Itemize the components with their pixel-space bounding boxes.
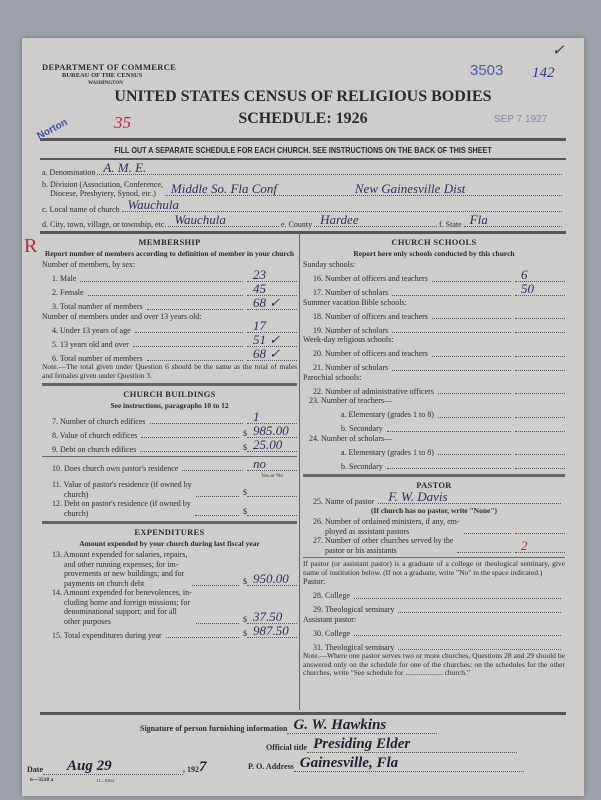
section-instruction: Amount expended by your church during last fiscal year: [79, 539, 260, 548]
leader-dots: [150, 423, 243, 424]
answer-value: 25.00: [253, 437, 283, 452]
divider: [42, 383, 297, 386]
note-text: Note.—The total given under Question 6 should be the same as the total of males and females given under Question 3.: [42, 362, 297, 380]
county-label: e. County: [280, 220, 313, 229]
answer-value: 985.00: [253, 423, 289, 438]
county-value: Hardee: [320, 212, 359, 227]
leader-dots: [387, 468, 511, 469]
question-row: [303, 406, 565, 420]
question-label: b. Secondary: [341, 461, 383, 471]
question-row: [303, 536, 565, 555]
dollar-sign: $: [243, 506, 247, 516]
answer-field[interactable]: [398, 601, 561, 613]
form-title: UNITED STATES CENSUS OF RELIGIOUS BODIES: [114, 88, 492, 105]
section-instruction: Report number of members according to definition of member in your church: [44, 249, 295, 258]
red-number: 35: [114, 113, 131, 132]
city-field[interactable]: [168, 212, 279, 227]
divider: [42, 521, 297, 524]
question-label: 20. Number of officers and teachers: [313, 349, 428, 358]
leader-dots: [166, 637, 239, 638]
division-value: Middle So. Fla Conf: [170, 181, 278, 196]
question-row: [303, 280, 565, 298]
question-row: [42, 623, 297, 640]
answer-field[interactable]: [247, 437, 297, 452]
answer-value: 987.50: [253, 623, 289, 638]
leader-dots: [133, 346, 243, 347]
right-column: [303, 234, 565, 678]
answer-field[interactable]: [515, 307, 565, 319]
answer-field[interactable]: [247, 266, 297, 282]
form-subtitle: SCHEDULE: 1926: [238, 110, 368, 127]
group-label: Parochial schools:: [303, 372, 362, 382]
leader-dots: [196, 623, 239, 624]
divider: [40, 138, 566, 141]
leader-dots: [392, 332, 511, 333]
leader-dots: [80, 281, 243, 282]
state-field[interactable]: [464, 212, 562, 227]
answer-field[interactable]: [247, 571, 297, 586]
section-heading: PASTOR: [416, 480, 452, 490]
question-label: 19. Number of scholars: [313, 325, 389, 335]
answer-field[interactable]: [247, 485, 297, 497]
year-prefix: , 192: [183, 765, 199, 774]
question-label: 28. College: [313, 591, 350, 600]
po-address-value: Gainesville, Fla: [299, 755, 399, 771]
dollar-sign: $: [243, 442, 247, 452]
question-row: [303, 457, 565, 471]
church-name-field[interactable]: [122, 197, 562, 212]
section-heading: MEMBERSHIP: [138, 237, 201, 247]
answer-field[interactable]: [247, 623, 297, 638]
question-label: 2. Female: [52, 288, 84, 297]
question-row: [42, 588, 297, 626]
question-row: [303, 321, 565, 335]
answer-field[interactable]: [354, 624, 561, 636]
denomination-value: A. M. E.: [103, 160, 147, 175]
date-label: Date: [27, 765, 43, 774]
county-field[interactable]: [314, 212, 437, 227]
church-name-value: Wauchula: [127, 197, 180, 212]
answer-value: 950.00: [253, 571, 289, 586]
question-label: 8. Value of church edifices: [52, 430, 138, 440]
answer-field[interactable]: [515, 522, 565, 534]
leader-dots: [140, 451, 239, 452]
denomination-label: a. Denomination: [42, 168, 96, 177]
answer-field[interactable]: [515, 457, 565, 469]
check-mark: ✓: [552, 43, 565, 59]
answer-field[interactable]: [515, 266, 565, 282]
signature-label: Signature of person furnishing information: [140, 724, 288, 733]
column-divider: [299, 232, 300, 710]
answer-value: 45: [253, 280, 266, 296]
question-label: 31. Theological seminary: [313, 642, 395, 652]
answer-field[interactable]: [515, 321, 565, 333]
group-label: 24. Number of scholars—: [303, 433, 393, 443]
group-label: Sunday schools:: [303, 260, 356, 269]
census-schedule-sheet: [22, 38, 584, 796]
group-label: Number of members, by sex:: [42, 260, 136, 269]
division-row: [42, 180, 564, 198]
question-row: [303, 587, 565, 601]
answer-field[interactable]: [515, 406, 565, 418]
question-label: 6. Total number of members: [52, 353, 143, 363]
print-code: 11—9264: [96, 778, 114, 783]
answer-field[interactable]: [247, 280, 297, 296]
question-row: [303, 307, 565, 321]
question-label: 5. 13 years old and over: [52, 339, 129, 349]
stamp-number: 3503: [470, 62, 504, 79]
divider: [303, 557, 565, 558]
red-mark: R: [24, 235, 38, 257]
answer-value: 37.50: [253, 609, 283, 624]
question-label: 9. Debt on church edifices: [52, 444, 137, 454]
question-label: 1. Male: [52, 274, 77, 283]
answer-field[interactable]: [247, 294, 297, 310]
denomination-field[interactable]: [97, 160, 562, 175]
answer-value: 51 ✓: [253, 332, 281, 347]
answer-field[interactable]: [247, 346, 297, 361]
question-row: [303, 638, 565, 652]
question-label: 14. Amount expended for benevolences, in- cluding home and foreign missions; for denominational support; and for all other purposes: [52, 588, 192, 626]
leader-dots: [438, 454, 511, 455]
note-text: Note.—Where one pastor serves two or more churches, Questions 28 and 29 should be answered only on the schedule for one of the churches; on the schedules for the other churches, write "See schedule for .................... church.": [303, 651, 565, 677]
answer-field[interactable]: [378, 489, 561, 504]
name-stamp: Norton: [35, 116, 70, 143]
question-label: 10. Does church own pastor's residence: [52, 463, 179, 473]
question-label: 16. Number of officers and teachers: [313, 274, 428, 283]
leader-dots: [182, 470, 243, 471]
answer-field[interactable]: [515, 345, 565, 357]
question-row: [303, 420, 565, 434]
leader-dots: [192, 585, 239, 586]
handwritten-code: 142: [532, 65, 555, 81]
answer-value: 17: [253, 318, 266, 333]
divider: [40, 712, 566, 715]
question-label: 15. Total expenditures during year: [52, 630, 162, 640]
leader-dots: [438, 393, 511, 394]
left-column: [42, 234, 297, 640]
location-text: WASHINGTON: [88, 81, 123, 86]
question-row: [303, 517, 565, 536]
answer-field[interactable]: [247, 456, 297, 471]
question-row: [42, 437, 297, 454]
answer-field[interactable]: [515, 280, 565, 296]
leader-dots: [196, 496, 239, 497]
question-row: [303, 601, 565, 615]
section-instruction: See instructions, paragraphs 10 to 12: [110, 401, 229, 410]
leader-dots: [387, 431, 511, 432]
question-row: [42, 499, 297, 518]
question-label: 4. Under 13 years of age: [52, 325, 131, 335]
question-row: [42, 480, 297, 499]
question-row: [303, 443, 565, 457]
division-label: b. Division (Association, Conference, Diocese, Presbytery, Synod, etc.): [42, 180, 163, 198]
section-heading: CHURCH BUILDINGS: [123, 389, 216, 399]
dollar-sign: $: [243, 614, 247, 624]
date-stamp: SEP 7 1927: [494, 114, 548, 125]
dollar-sign: $: [243, 576, 247, 586]
question-label: 18. Number of officers and teachers: [313, 311, 428, 321]
question-row: [42, 456, 297, 473]
dollar-sign: $: [243, 487, 247, 497]
district-value: New Gainesville Dist: [354, 181, 466, 196]
answer-field[interactable]: [515, 420, 565, 432]
official-title-field[interactable]: [307, 736, 517, 753]
dollar-sign: $: [243, 628, 247, 638]
answer-field[interactable]: [515, 538, 565, 553]
official-title-value: Presiding Elder: [313, 736, 411, 752]
question-row: [303, 345, 565, 359]
leader-dots: [438, 417, 511, 418]
official-title-row: [266, 736, 517, 753]
leader-dots: [464, 533, 511, 534]
question-label: 26. Number of ordained ministers, if any, em- ployed as assistant pastors: [313, 517, 460, 536]
leader-dots: [147, 309, 243, 310]
question-label: b. Secondary: [341, 424, 383, 433]
city-label: d. City, town, village, or township, etc.: [42, 220, 167, 229]
question-row: [303, 624, 565, 638]
question-label: 29. Theological seminary: [313, 605, 395, 614]
po-address-row: [248, 755, 524, 772]
question-label: a. Elementary (grades 1 to 8): [341, 410, 434, 419]
divider: [303, 474, 565, 477]
question-label: 17. Number of scholars: [313, 288, 389, 297]
answer-value: 68 ✓: [253, 346, 281, 361]
group-label: Number of members under and over 13 years old:: [42, 311, 202, 321]
section-heading: CHURCH SCHOOLS: [391, 237, 477, 247]
po-address-label: P. O. Address: [248, 762, 294, 771]
leader-dots: [432, 318, 511, 319]
question-label: 22. Number of administrative officers: [313, 386, 434, 396]
question-label: 30. College: [313, 628, 350, 638]
group-label: 23. Number of teachers—: [303, 396, 393, 405]
leader-dots: [432, 281, 511, 282]
date-field[interactable]: [43, 758, 183, 775]
group-label: Week-day religious schools:: [303, 335, 394, 344]
city-value: Wauchula: [174, 212, 226, 227]
state-label: f. State: [439, 220, 462, 229]
yes-no-hint: Yes or No: [260, 473, 283, 479]
answer-value: 23: [253, 266, 266, 282]
question-label: a. Elementary (grades 1 to 8): [341, 447, 434, 457]
date-value: Aug 29: [67, 758, 112, 774]
answer-value: 50: [521, 280, 534, 296]
answer-field[interactable]: [398, 638, 561, 650]
denomination-row: [42, 160, 564, 177]
question-label: 3. Total number of members: [52, 302, 143, 311]
year-value: 7: [199, 759, 207, 775]
department-name: DEPARTMENT OF COMMERCE: [42, 62, 177, 72]
instructions-banner: FILL OUT A SEPARATE SCHEDULE FOR EACH CHURCH. SEE INSTRUCTIONS ON THE BACK OF THIS SHEET: [114, 145, 492, 155]
answer-field[interactable]: [515, 443, 565, 455]
answer-field[interactable]: [515, 382, 565, 394]
date-row: [27, 760, 207, 775]
answer-field[interactable]: [354, 587, 561, 599]
question-label: 7. Number of church edifices: [52, 416, 146, 426]
location-row: [42, 212, 564, 229]
official-title-label: Official title: [266, 743, 308, 752]
group-label: Summer vacation Bible schools:: [303, 297, 407, 307]
question-row: [303, 382, 565, 396]
question-label: 25. Name of pastor: [313, 496, 375, 506]
bureau-name: BUREAU OF THE CENSUS: [62, 72, 143, 79]
question-row: [42, 294, 297, 312]
question-label: 11. Value of pastor's residence (if owned by church): [52, 480, 192, 499]
signature-row: [140, 717, 437, 734]
leader-dots: [432, 356, 511, 357]
division-field[interactable]: [165, 181, 562, 196]
leader-dots: [141, 437, 239, 438]
section-heading: EXPENDITURES: [134, 527, 205, 537]
leader-dots: [147, 360, 243, 361]
state-value: Fla: [469, 212, 488, 227]
question-label: 27. Number of other churches served by the pastor or his assistants: [313, 536, 454, 555]
section-instruction: (If church has no pastor, write "None"): [370, 506, 498, 515]
church-name-label: c. Local name of church: [42, 205, 120, 214]
answer-field[interactable]: [515, 359, 565, 371]
question-label: 21. Number of scholars: [313, 363, 389, 372]
question-row: [303, 359, 565, 373]
question-row: [303, 489, 565, 506]
leader-dots: [135, 332, 243, 333]
leader-dots: [392, 295, 511, 296]
leader-dots: [457, 552, 511, 553]
leader-dots: [392, 370, 511, 371]
answer-value: 1: [253, 409, 260, 424]
answer-value: 6: [521, 266, 528, 282]
dollar-sign: $: [243, 428, 247, 438]
signature-value: G. W. Hawkins: [293, 717, 387, 733]
leader-dots: [88, 295, 243, 296]
question-row: [42, 550, 297, 588]
question-row: [42, 346, 297, 363]
answer-value: 68 ✓: [253, 294, 281, 310]
group-label: Pastor:: [303, 577, 326, 586]
po-address-field[interactable]: [294, 755, 524, 772]
question-label: 12. Debt on pastor's residence (if owned by church): [52, 499, 191, 518]
section-instruction: Report here only schools conducted by this church: [353, 249, 515, 258]
answer-field[interactable]: [247, 504, 297, 516]
group-label: Assistant pastor:: [303, 614, 357, 624]
question-label: 13. Amount expended for salaries, repairs, and other running expenses; for im- provements or new buildings; and for payments on church debt: [52, 550, 188, 588]
answer-value: F. W. Davis: [388, 489, 448, 504]
answer-value: no: [253, 456, 266, 471]
signature-field[interactable]: [287, 717, 437, 734]
form-number: 6—3518 a: [30, 777, 54, 783]
note-text: If pastor (or assistant pastor) is a graduate of a college or theological seminary, give name of institution below. (If not a graduate, write "No" in the space indicated.): [303, 559, 565, 577]
answer-value: 2: [521, 538, 528, 553]
leader-dots: [195, 515, 239, 516]
